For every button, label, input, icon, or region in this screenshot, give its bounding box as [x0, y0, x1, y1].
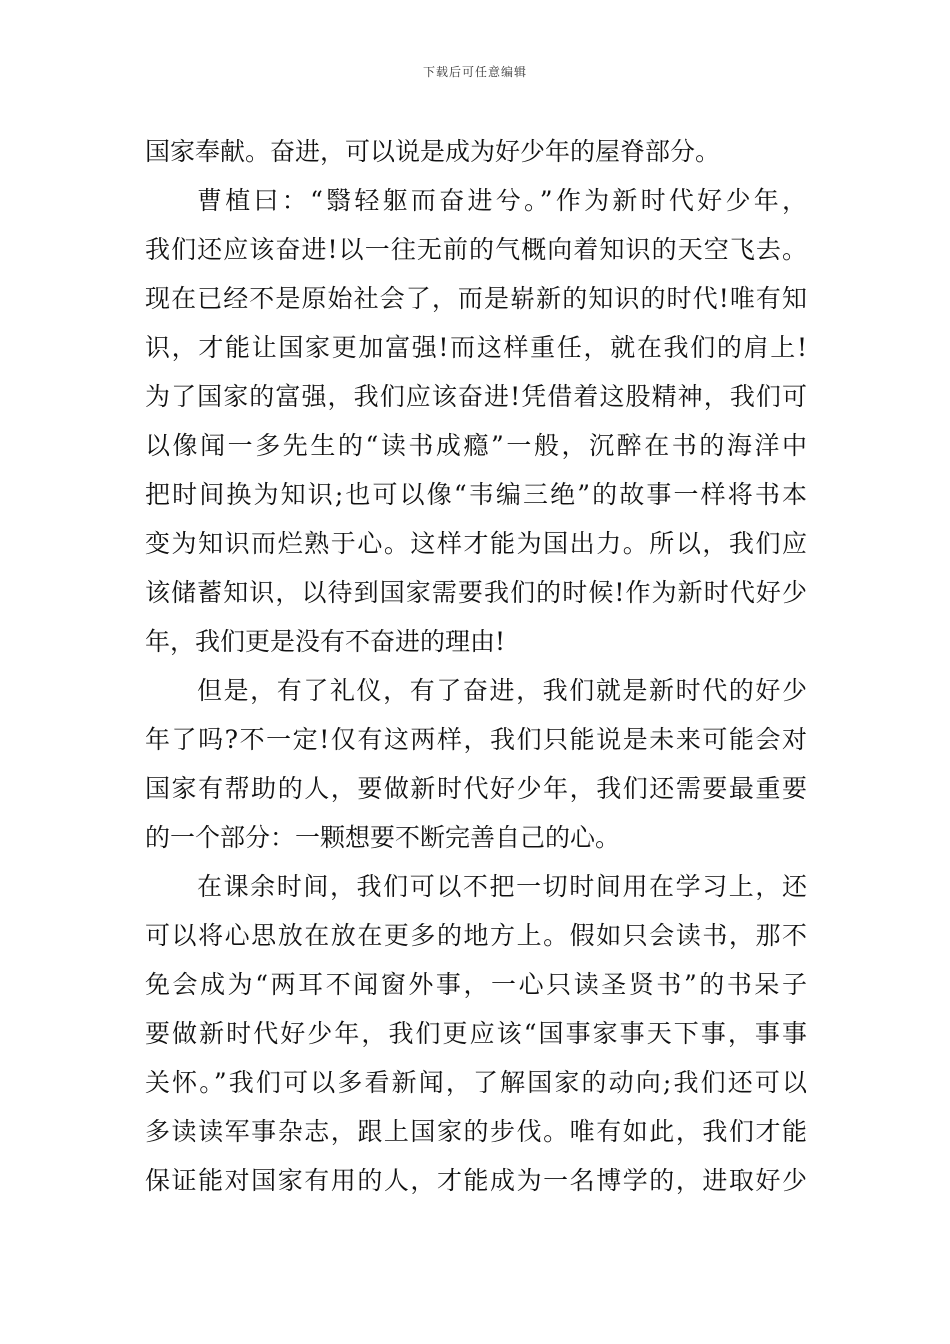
- text-line: 年，我们更是没有不奋进的理由!: [145, 627, 506, 656]
- text-line: 现在已经不是原始社会了，而是崭新的知识的时代!唯有知: [145, 284, 807, 313]
- text-line: 识，才能让国家更加富强!而这样重任，就在我们的肩上!: [145, 333, 807, 362]
- text-line: 可以将心思放在放在更多的地方上。假如只会读书，那不: [145, 921, 807, 950]
- text-line: 要做新时代好少年，我们更应该“国事家事天下事，事事: [145, 1019, 807, 1048]
- text-line: 为了国家的富强，我们应该奋进!凭借着这股精神，我们可: [145, 382, 807, 411]
- text-line: 的一个部分：一颗想要不断完善自己的心。: [145, 823, 621, 852]
- text-line: 国家奉献。奋进，可以说是成为好少年的屋脊部分。: [145, 137, 721, 166]
- text-line: 曹植曰：“翳轻躯而奋进兮。”作为新时代好少年，: [197, 186, 807, 215]
- text-line: 年了吗?不一定!仅有这两样，我们只能说是未来可能会对: [145, 725, 807, 754]
- text-line: 保证能对国家有用的人，才能成为一名博学的，进取好少: [145, 1166, 807, 1195]
- text-line: 把时间换为知识;也可以像“韦编三绝”的故事一样将书本: [145, 480, 807, 509]
- text-line: 国家有帮助的人，要做新时代好少年，我们还需要最重要: [145, 774, 807, 803]
- text-line: 以像闻一多先生的“读书成瘾”一般，沉醉在书的海洋中: [145, 431, 807, 460]
- text-line: 免会成为“两耳不闻窗外事，一心只读圣贤书”的书呆子: [145, 970, 807, 999]
- text-line: 关怀。”我们可以多看新闻，了解国家的动向;我们还可以: [145, 1068, 807, 1097]
- text-line: 在课余时间，我们可以不把一切时间用在学习上，还: [197, 872, 807, 901]
- text-line: 多读读军事杂志，跟上国家的步伐。唯有如此，我们才能: [145, 1117, 807, 1146]
- text-line: 我们还应该奋进!以一往无前的气概向着知识的天空飞去。: [145, 235, 807, 264]
- text-line: 变为知识而烂熟于心。这样才能为国出力。所以，我们应: [145, 529, 807, 558]
- text-line: 但是，有了礼仪，有了奋进，我们就是新时代的好少: [197, 676, 807, 705]
- text-line: 该储蓄知识，以待到国家需要我们的时候!作为新时代好少: [145, 578, 807, 607]
- body-text: [145, 127, 807, 1205]
- page-header-note: 下载后可任意编辑: [422, 65, 527, 79]
